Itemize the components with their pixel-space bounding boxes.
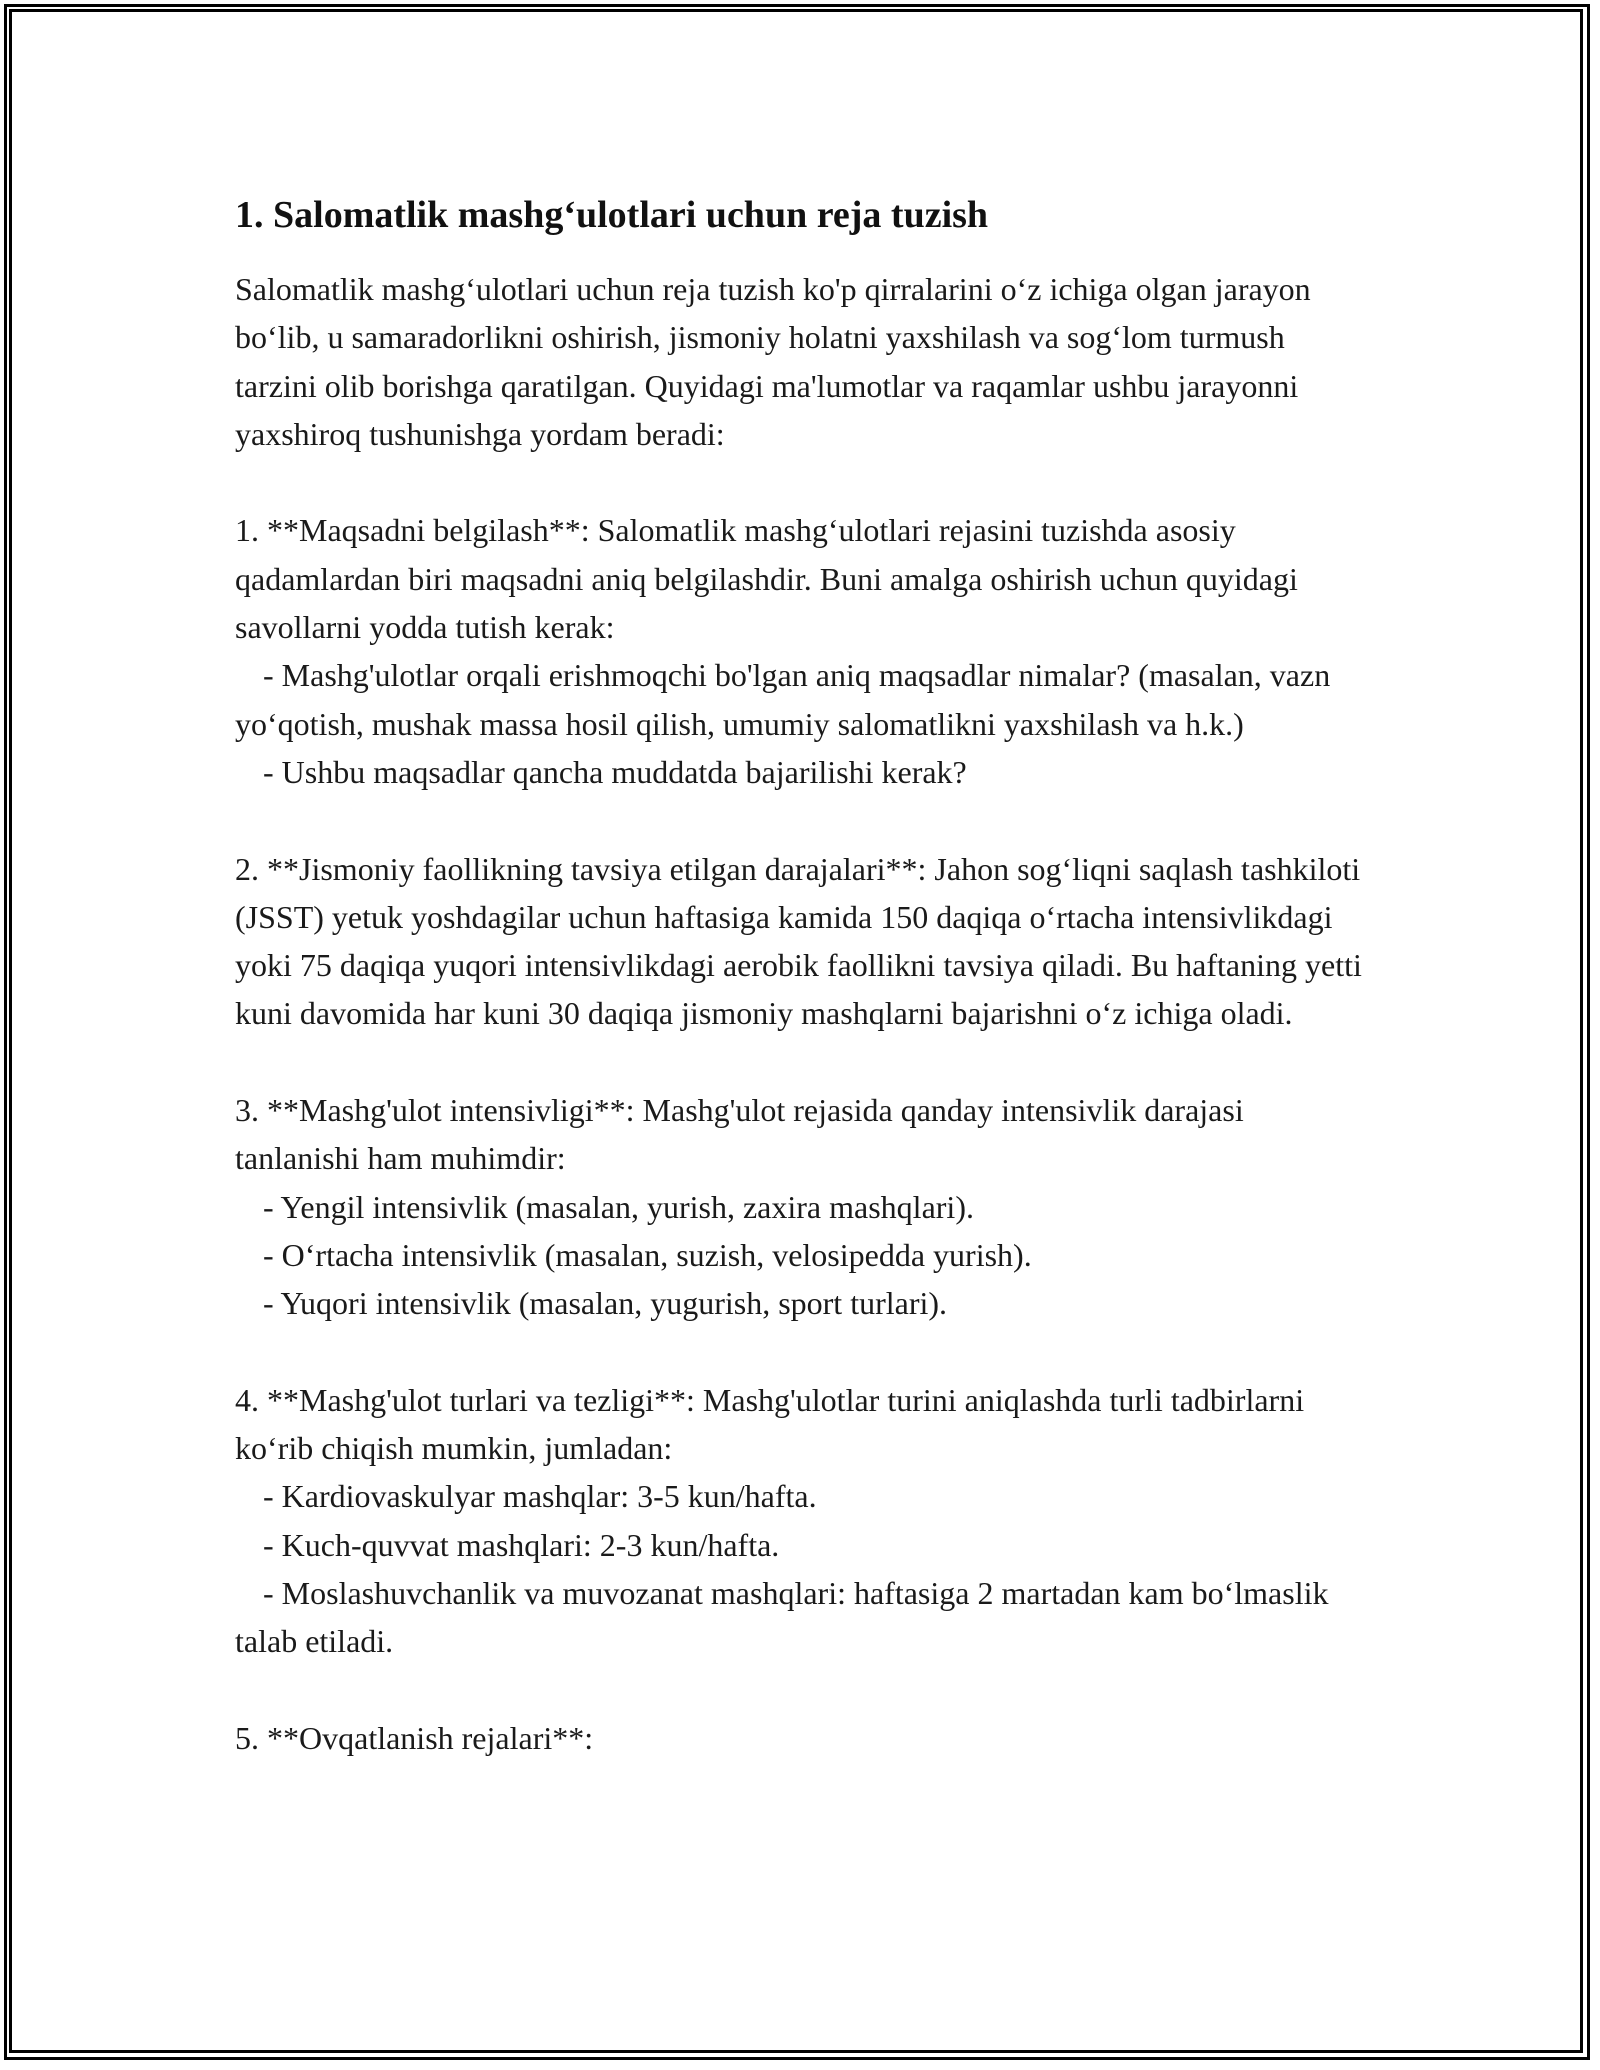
section-4-item-1: - Kardiovaskulyar mashqlar: 3-5 kun/hafta.	[263, 1478, 817, 1515]
spacer	[235, 1038, 1365, 1086]
section-4-lead: 4. **Mashg'ulot turlari va tezligi**: Mashg'ulotlar turini aniqlashda turli tadbirlarni ko‘rib chiqish mumkin, jumladan:	[235, 1381, 1305, 1467]
section-1-lead: 1. **Maqsadni belgilash**: Salomatlik mashg‘ulotlari rejasini tuzishda asosiy qadamlardan biri maqsadni aniq belgilashdir. Buni amalga oshirish uchun quyidagi savollarni yodda tutish kerak:	[235, 512, 1298, 646]
document-title: 1. Salomatlik mashg‘ulotlari uchun reja tuzish	[235, 194, 989, 236]
section-3-lead: 3. **Mashg'ulot intensivligi**: Mashg'ulot rejasida qanday intensivlik darajasi tanlanishi ham muhimdir:	[235, 1092, 1244, 1177]
document-body	[235, 185, 1365, 1762]
section-3-item-3: - Yuqori intensivlik (masalan, yugurish, sport turlari).	[263, 1285, 948, 1322]
section-3-item-2: - O‘rtacha intensivlik (masalan, suzish, velosipedda yurish).	[263, 1236, 1032, 1273]
section-5-lead: 5. **Ovqatlanish rejalari**:	[235, 1719, 594, 1756]
spacer	[235, 1666, 1365, 1714]
section-4-item-2: - Kuch-quvvat mashqlari: 2-3 kun/hafta.	[263, 1526, 780, 1563]
section-3-item-1: - Yengil intensivlik (masalan, yurish, zaxira mashqlari).	[263, 1188, 974, 1225]
spacer	[235, 1328, 1365, 1376]
section-2-lead: 2. **Jismoniy faollikning tavsiya etilgan darajalari**: Jahon sog‘liqni saqlash tashkiloti (JSST) yetuk yoshdagilar uchun haftasiga kamida 150 daqiqa o‘rtacha intensivlikdagi yoki 75 daqiqa yuqori intensivlikdagi aerobik faollikni tavsiya qiladi. Bu haftaning yetti kuni davomida har kuni 30 daqiqa jismoniy mashqlarni bajarishni o‘z ichiga oladi.	[235, 850, 1362, 1032]
section-1-item-2: - Ushbu maqsadlar qancha muddatda bajarilishi kerak?	[263, 753, 967, 790]
section-1-item-1: - Mashg'ulotlar orqali erishmoqchi bo'lgan aniq maqsadlar nimalar? (masalan, vazn yo‘qotish, mushak massa hosil qilish, umumiy salomatlikni yaxshilash va h.k.)	[235, 657, 1331, 742]
intro-paragraph: Salomatlik mashg‘ulotlari uchun reja tuzish ko'p qirralarini o‘z ichiga olgan jarayon bo‘lib, u samaradorlikni oshirish, jismoniy holatni yaxshilash va sog‘lom turmush tarzini olib borishga qaratilgan. Quyidagi ma'lumotlar va raqamlar ushbu jarayonni yaxshiroq tushunishga yordam beradi:	[235, 271, 1311, 452]
section-4-item-3: - Moslashuvchanlik va muvozanat mashqlari: haftasiga 2 martadan kam bo‘lmaslik talab etiladi.	[235, 1575, 1329, 1660]
spacer	[235, 796, 1365, 844]
spacer	[235, 458, 1365, 506]
